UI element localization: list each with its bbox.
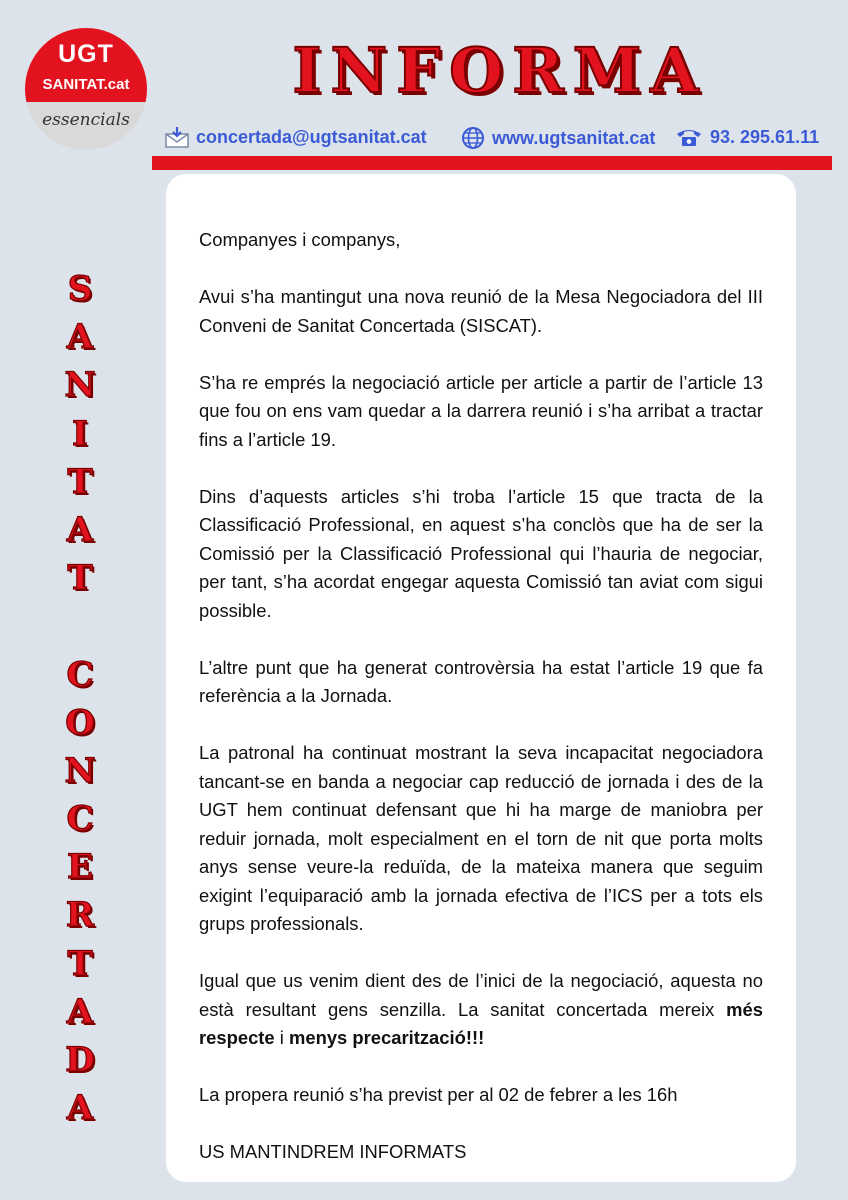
paragraph-6-conj: i: [279, 1027, 284, 1048]
paragraph-6: [199, 967, 763, 1053]
website-contact[interactable]: [461, 126, 655, 150]
side-letter: T: [67, 558, 93, 599]
closing-line: US MANTINDREM INFORMATS: [199, 1141, 467, 1162]
headline-informa: INFORMA: [292, 34, 708, 107]
letter-body: [199, 226, 763, 1167]
contact-bar: [165, 126, 835, 156]
side-letter: C: [66, 654, 94, 695]
paragraph-4: L’altre punt que ha generat controvèrsia ha estat l’article 19 que fa referència a la Jornada.: [199, 656, 763, 706]
greeting: Companyes i companys,: [199, 229, 401, 250]
side-banner-sanitat-concertada: [40, 265, 120, 1132]
side-letter: C: [66, 799, 94, 840]
side-letter: A: [66, 1088, 94, 1129]
phone-number[interactable]: 93. 295.61.11: [710, 126, 820, 147]
paragraph-1: Avui s’ha mantingut una nova reunió de la Mesa Negociadora del III Conveni de Sanitat Concertada (SISCAT).: [199, 286, 763, 336]
side-letter: S: [67, 269, 93, 309]
side-letter: A: [66, 317, 94, 358]
emphasis-precarity: menys precarització!!!: [289, 1027, 485, 1048]
email-icon: [165, 126, 189, 148]
paragraph-6-text: Igual que us venim dient des de l’inici de la negociació, aquesta no està resultant gens senzilla. La sanitat concertada mereix: [199, 970, 763, 1020]
paragraph-5: La patronal ha continuat mostrant la seva incapacitat negociadora tancant-se en banda a negociar cap reducció de jornada i des de la UGT hem continuat defensant que hi ha marge de maniobra per reduir jornada, molt especialment en el torn de nit que porta molts anys sense veure-la reduïda, de la mateixa manera que seguim exigint l’equiparació amb la jornada efectiva de l’ICS per a tots els grups professionals.: [199, 742, 763, 934]
emphasis-respect: més respecte: [199, 998, 763, 1048]
side-letter: D: [65, 1040, 95, 1080]
logo-sanitat-text: SANITAT.cat: [42, 76, 130, 93]
side-letter: T: [67, 943, 93, 984]
side-letter: E: [67, 847, 93, 888]
globe-icon: [461, 126, 485, 150]
side-letter: A: [66, 509, 94, 550]
side-letter: T: [67, 461, 93, 502]
website-url[interactable]: www.ugtsanitat.cat: [492, 127, 656, 148]
logo-ugt-text: UGT: [58, 40, 114, 68]
paragraph-3: Dins d’aquests articles s’hi troba l’article 15 que tracta de la Classificació Professional, en aquest s’ha conclòs que ha de ser la Comissió per la Classificació Professional qui l’hauria de negociar, per tant, s’ha acordat engegar aquesta Comissió tan aviat com sigui possible.: [199, 485, 763, 621]
paragraph-2: S’ha re emprés la negociació article per article a partir de l’article 13 que fou on ens vam quedar a la darrera reunió i s’ha arribat a tractar fins a l’article 19.: [199, 371, 763, 450]
header-divider: [152, 156, 832, 170]
ugt-logo: [25, 28, 147, 150]
email-address[interactable]: concertada@ugtsanitat.cat: [196, 126, 427, 147]
side-letter: I: [72, 413, 88, 454]
phone-icon: [675, 126, 703, 148]
side-letter: N: [64, 750, 96, 791]
side-letter: R: [65, 895, 95, 936]
paragraph-7: La propera reunió s’ha previst per al 02 de febrer a les 16h: [199, 1084, 678, 1105]
side-letter: A: [66, 991, 94, 1032]
content-card: [166, 174, 796, 1182]
email-contact[interactable]: [165, 126, 427, 148]
side-letter: N: [64, 365, 96, 406]
side-letter: O: [65, 702, 95, 743]
logo-subtitle: essencials: [42, 110, 130, 130]
phone-contact[interactable]: [675, 126, 819, 148]
side-letter-spacer: [40, 602, 120, 650]
